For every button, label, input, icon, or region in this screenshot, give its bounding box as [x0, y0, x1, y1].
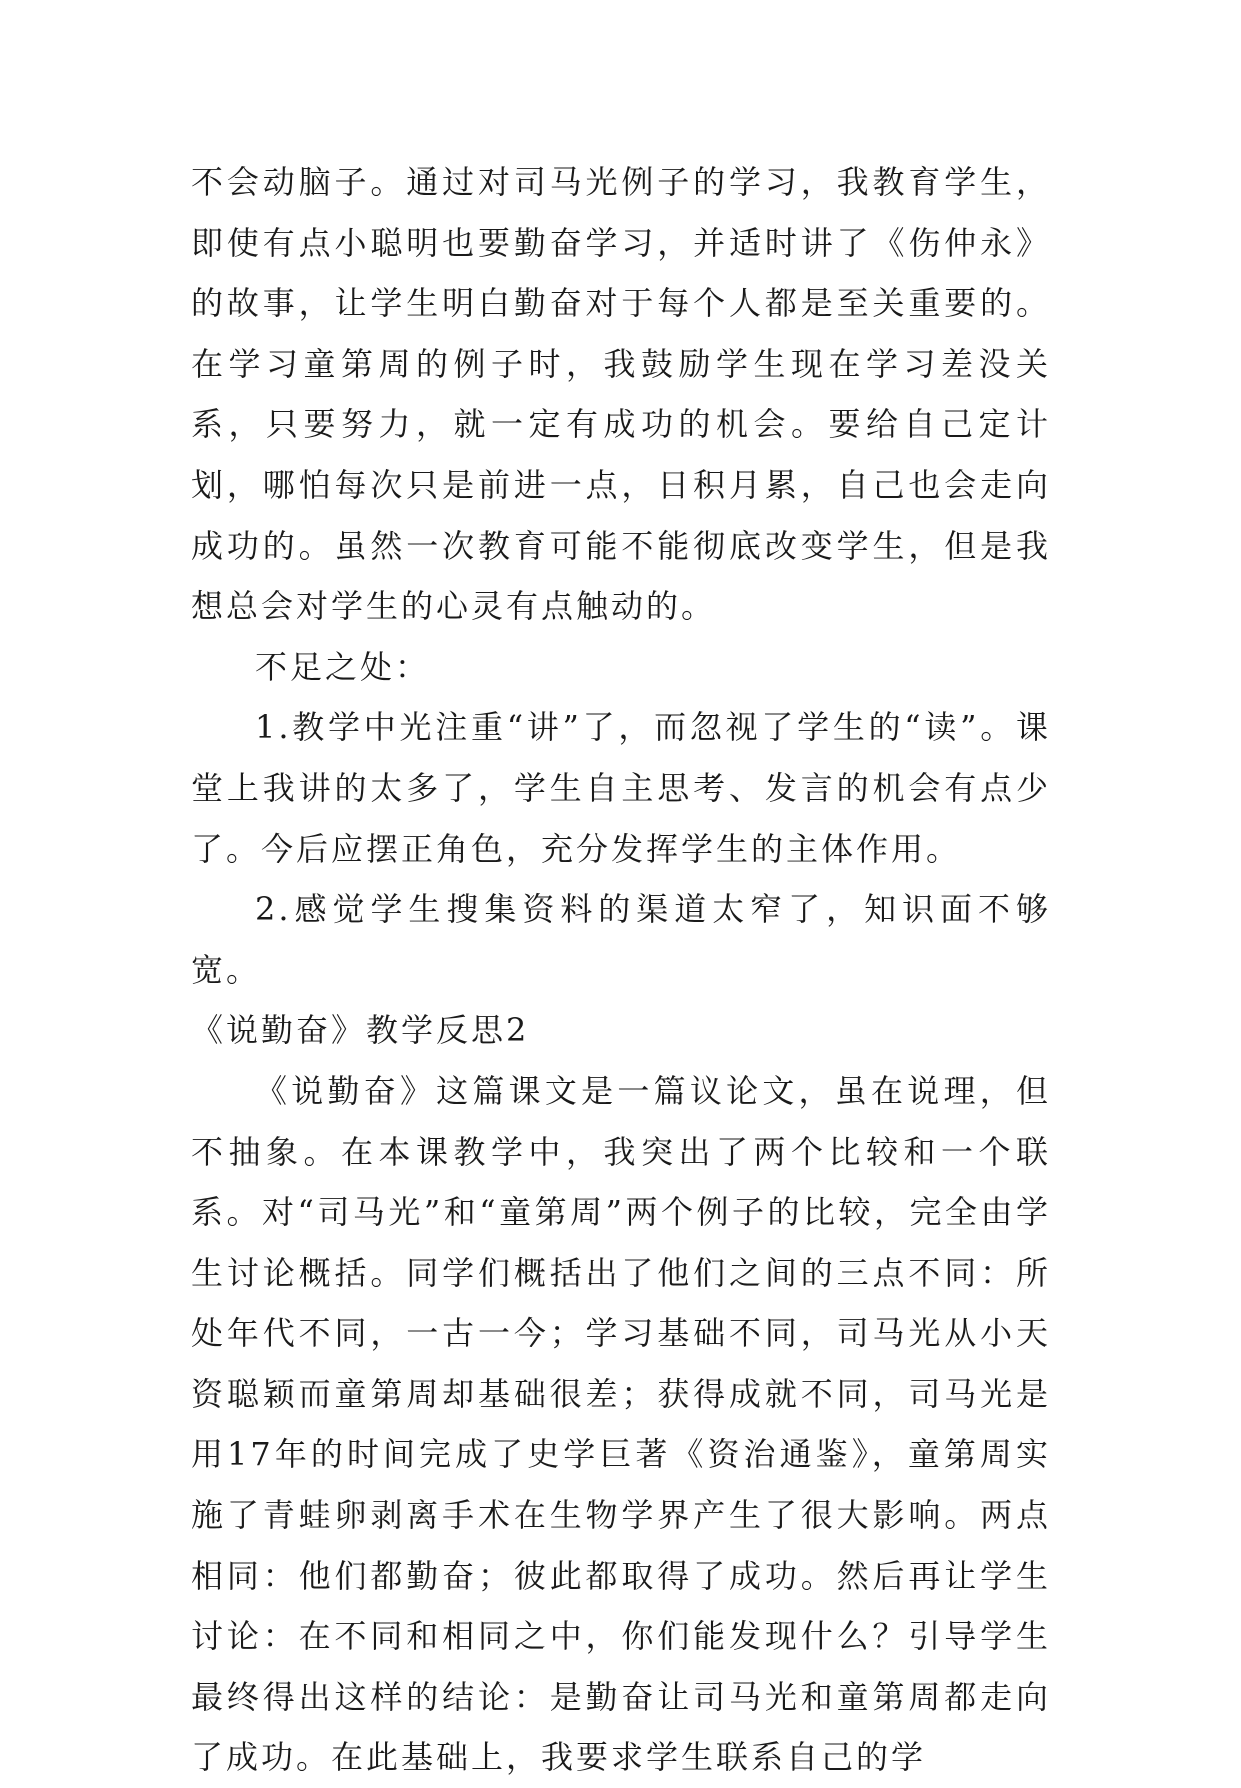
paragraph-continuation: 不会动脑子。通过对司马光例子的学习，我教育学生，即使有点小聪明也要勤奋学习，并适时讲了《伤仲永》的故事，让学生明白勤奋对于每个人都是至关重要的。在学习童第周的例子时，我鼓励学生现在学习差没关系，只要努力，就一定有成功的机会。要给自己定计划，哪怕每次只是前进一点，日积月累，自己也会走向成功的。虽然一次教育可能不能彻底改变学生，但是我想总会对学生的心灵有点触动的。: [191, 163, 1051, 626]
list-item-2: 2.感觉学生搜集资料的渠道太窄了，知识面不够宽。: [191, 890, 1051, 989]
list-item-1: 1.教学中光注重“讲”了，而忽视了学生的“读”。课堂上我讲的太多了，学生自主思考、发言的机会有点少了。今后应摆正角色，充分发挥学生的主体作用。: [191, 708, 1051, 868]
article-title: 《说勤奋》教学反思2: [191, 1011, 530, 1050]
section-heading-shortcomings: 不足之处：: [255, 647, 431, 686]
document-body: [191, 152, 1051, 1788]
paragraph-body: 《说勤奋》这篇课文是一篇议论文，虽在说理，但不抽象。在本课教学中，我突出了两个比较和一个联系。对“司马光”和“童第周”两个例子的比较，完全由学生讨论概括。同学们概括出了他们之间的三点不同：所处年代不同，一古一今；学习基础不同，司马光从小天资聪颖而童第周却基础很差；获得成就不同，司马光是用17年的时间完成了史学巨著《资治通鉴》，童第周实施了青蛙卵剥离手术在生物学界产生了很大影响。两点相同：他们都勤奋；彼此都取得了成功。然后再让学生讨论：在不同和相同之中，你们能发现什么？引导学生最终得出这样的结论：是勤奋让司马光和童第周都走向了成功。在此基础上，我要求学生联系自己的学: [191, 1071, 1051, 1777]
